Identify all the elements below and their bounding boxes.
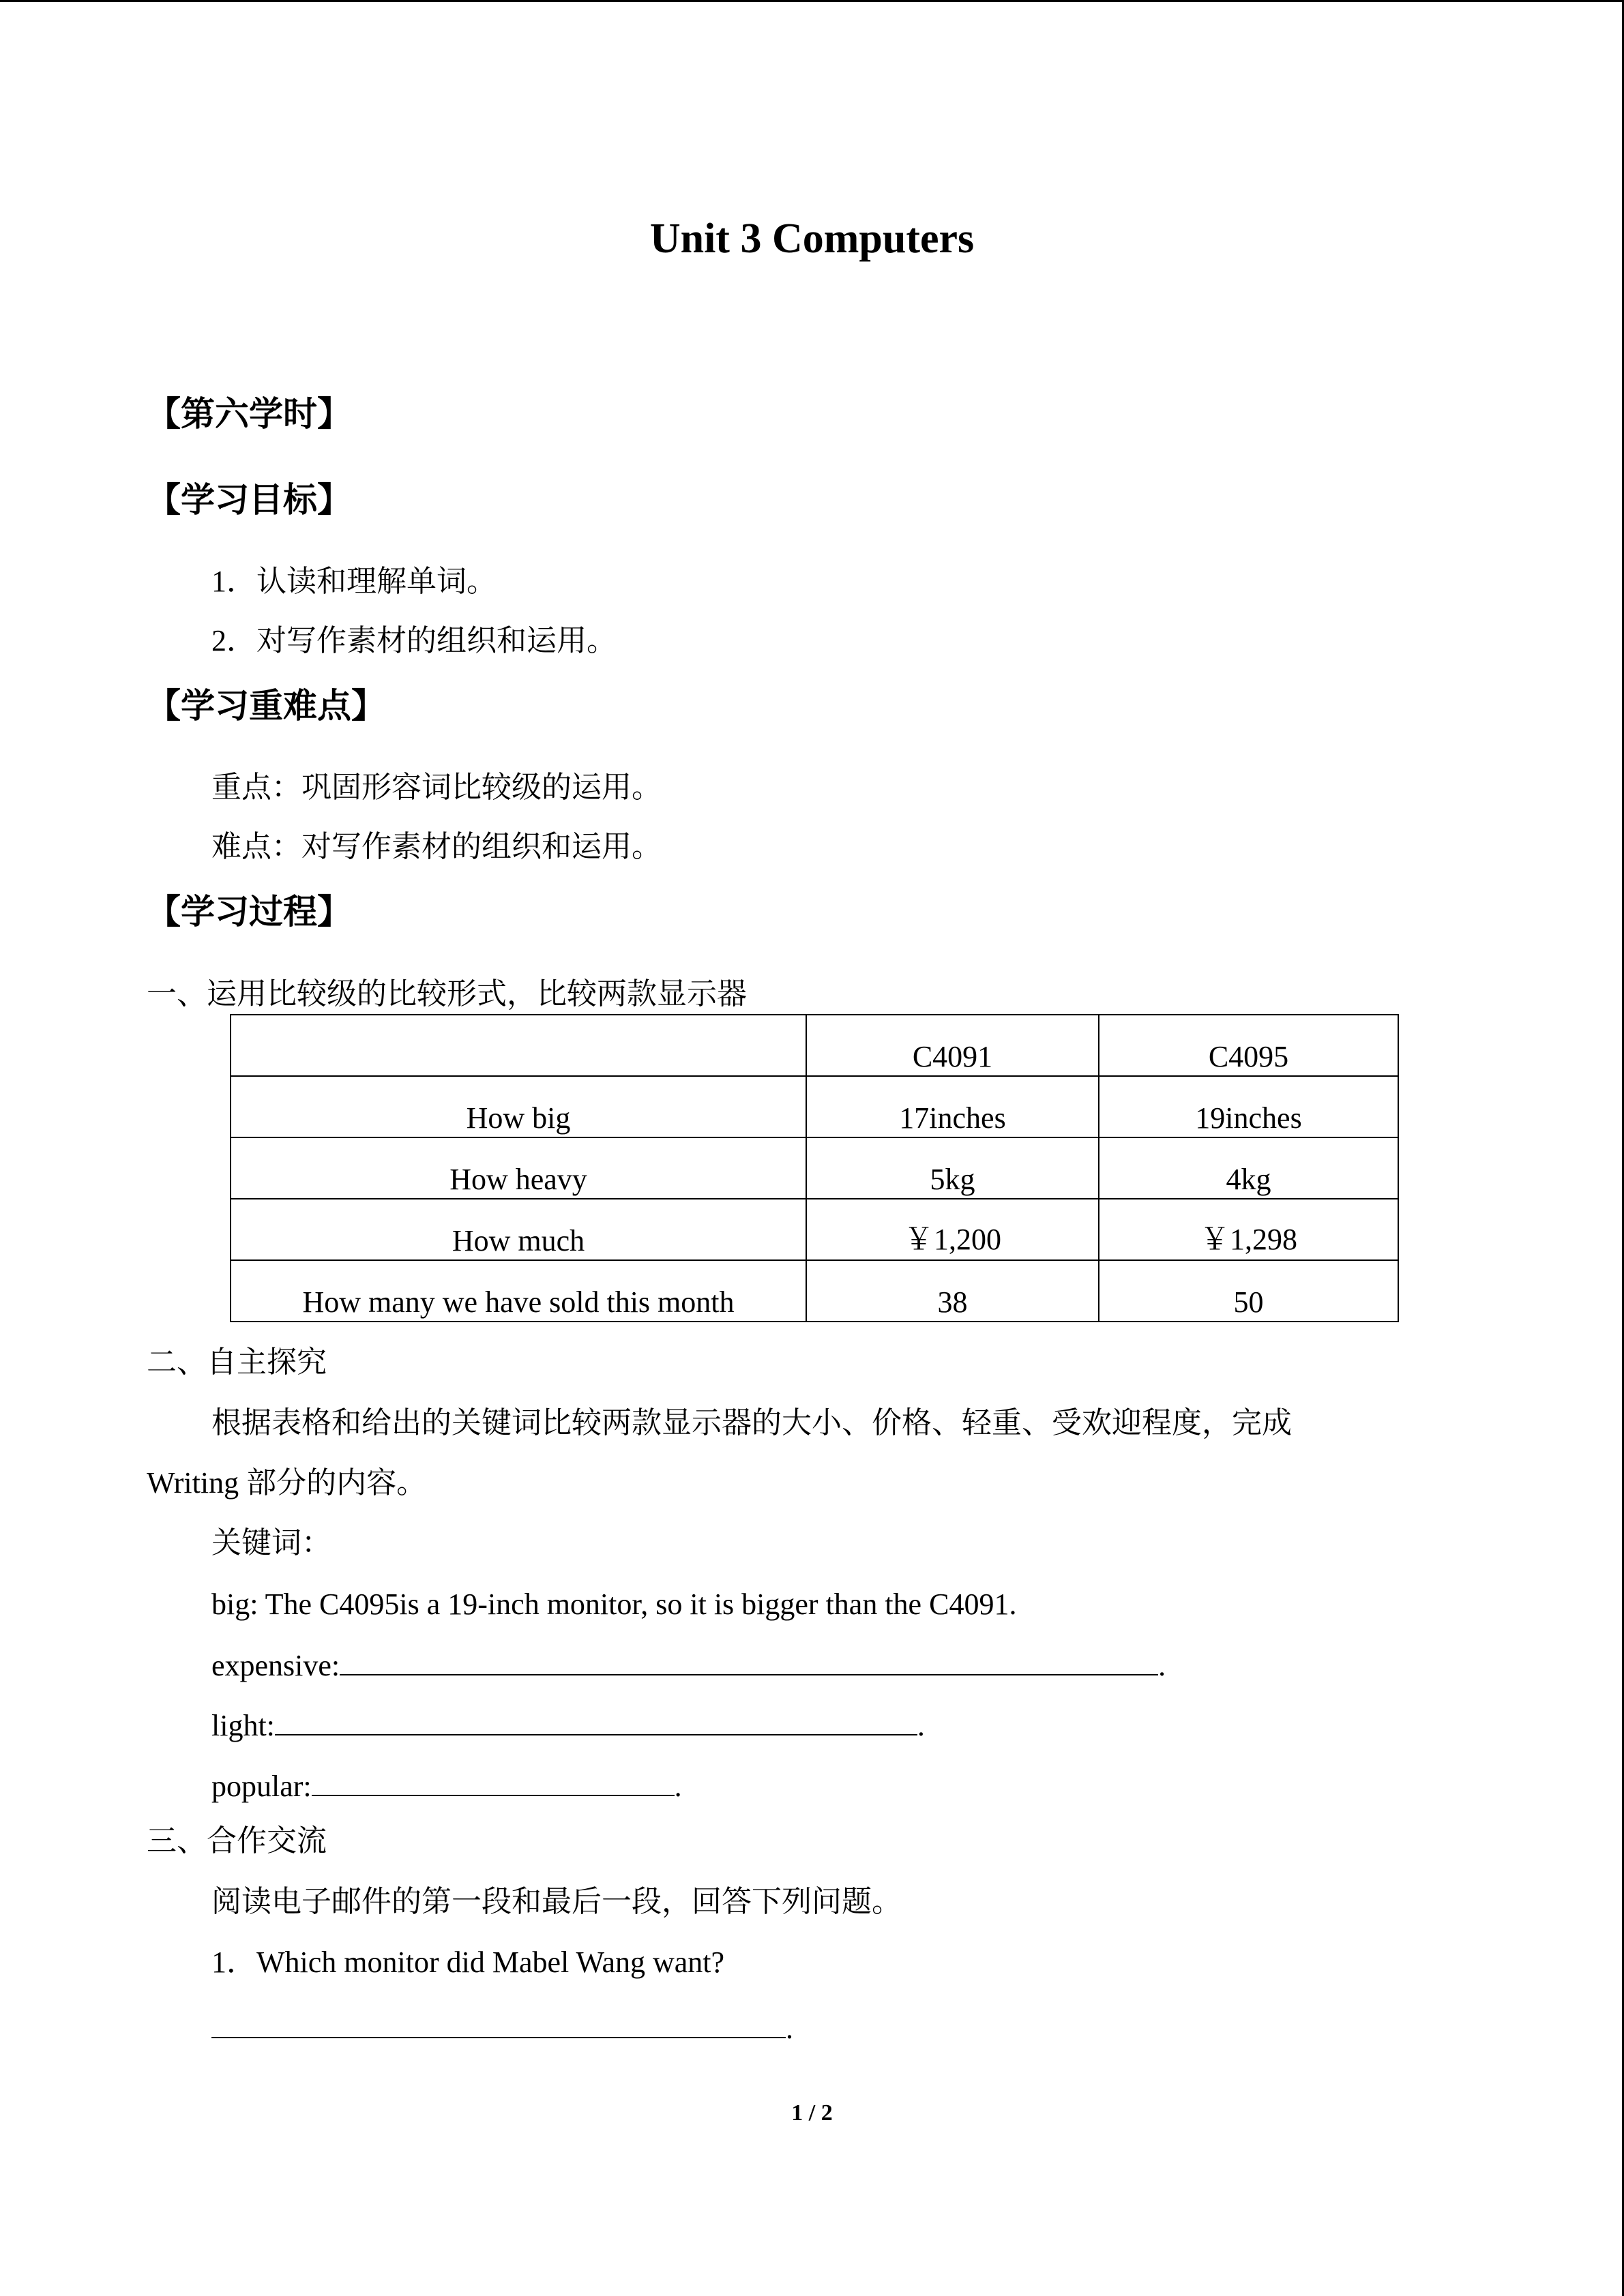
table-header-row [231,1015,1398,1076]
table-cell: ￥1,298 [1099,1199,1398,1260]
expensive-answer-blank[interactable] [340,1647,1158,1675]
part2-instruction-line2: Writing 部分的内容。 [147,1466,427,1500]
table-header-cell [231,1015,806,1076]
table-cell: 17inches [806,1076,1099,1137]
question-1-answer-line [211,2008,793,2049]
part3-instruction: 阅读电子邮件的第一段和最后一段，回答下列问题。 [211,1885,902,1918]
expensive-label: expensive: [211,1649,340,1682]
table-cell: ￥1,200 [806,1199,1099,1260]
expensive-prompt [211,1645,1166,1686]
table-row [231,1076,1398,1137]
popular-prompt [211,1766,682,1807]
key-points-heading: 【学习重难点】 [147,686,385,726]
table-row [231,1260,1398,1322]
keywords-label: 关键词： [211,1526,331,1560]
table-cell: 50 [1099,1260,1398,1322]
table-cell: 38 [806,1260,1099,1322]
objective-item-2: 2．对写作素材的组织和运用。 [211,624,617,657]
period: . [674,1770,682,1803]
page-border-top [0,0,1624,2]
table-header-cell: C4091 [806,1015,1099,1076]
popular-answer-blank[interactable] [312,1768,675,1796]
difficulty-point: 难点：对写作素材的组织和运用。 [211,830,662,863]
table-cell: 5kg [806,1137,1099,1199]
objective-item-1: 1．认读和理解单词。 [211,565,497,598]
period: . [1158,1649,1166,1682]
part2-heading: 二、自主探究 [147,1345,327,1379]
table-cell: How heavy [231,1137,806,1199]
question-1: 1．Which monitor did Mabel Wang want? [211,1945,725,1979]
light-label: light: [211,1709,275,1742]
lesson-heading: 【第六学时】 [147,394,351,434]
focus-point: 重点：巩固形容词比较级的运用。 [211,771,662,804]
question-1-answer-blank[interactable] [211,2010,786,2038]
example-sentence: big: The C4095is a 19-inch monitor, so it is bigger than the C4091. [211,1587,1017,1621]
table-cell: 19inches [1099,1076,1398,1137]
table-cell: How much [231,1199,806,1260]
process-heading: 【学习过程】 [147,892,351,931]
table-header-cell: C4095 [1099,1015,1398,1076]
popular-label: popular: [211,1770,312,1803]
table-row [231,1199,1398,1260]
page-title: Unit 3 Computers [649,215,975,262]
objectives-heading: 【学习目标】 [147,480,351,520]
period: . [786,2012,793,2045]
part3-heading: 三、合作交流 [147,1824,327,1858]
monitor-comparison-table [230,1014,1399,1322]
part1-heading: 一、运用比较级的比较形式，比较两款显示器 [147,977,747,1011]
light-prompt [211,1705,925,1746]
page-number: 1 / 2 [791,2100,833,2126]
table-cell: How big [231,1076,806,1137]
table-cell: 4kg [1099,1137,1398,1199]
table-row [231,1137,1398,1199]
part2-instruction-line1: 根据表格和给出的关键词比较两款显示器的大小、价格、轻重、受欢迎程度，完成 [211,1406,1292,1440]
light-answer-blank[interactable] [275,1707,917,1735]
period: . [917,1709,925,1742]
table-cell: How many we have sold this month [231,1260,806,1322]
